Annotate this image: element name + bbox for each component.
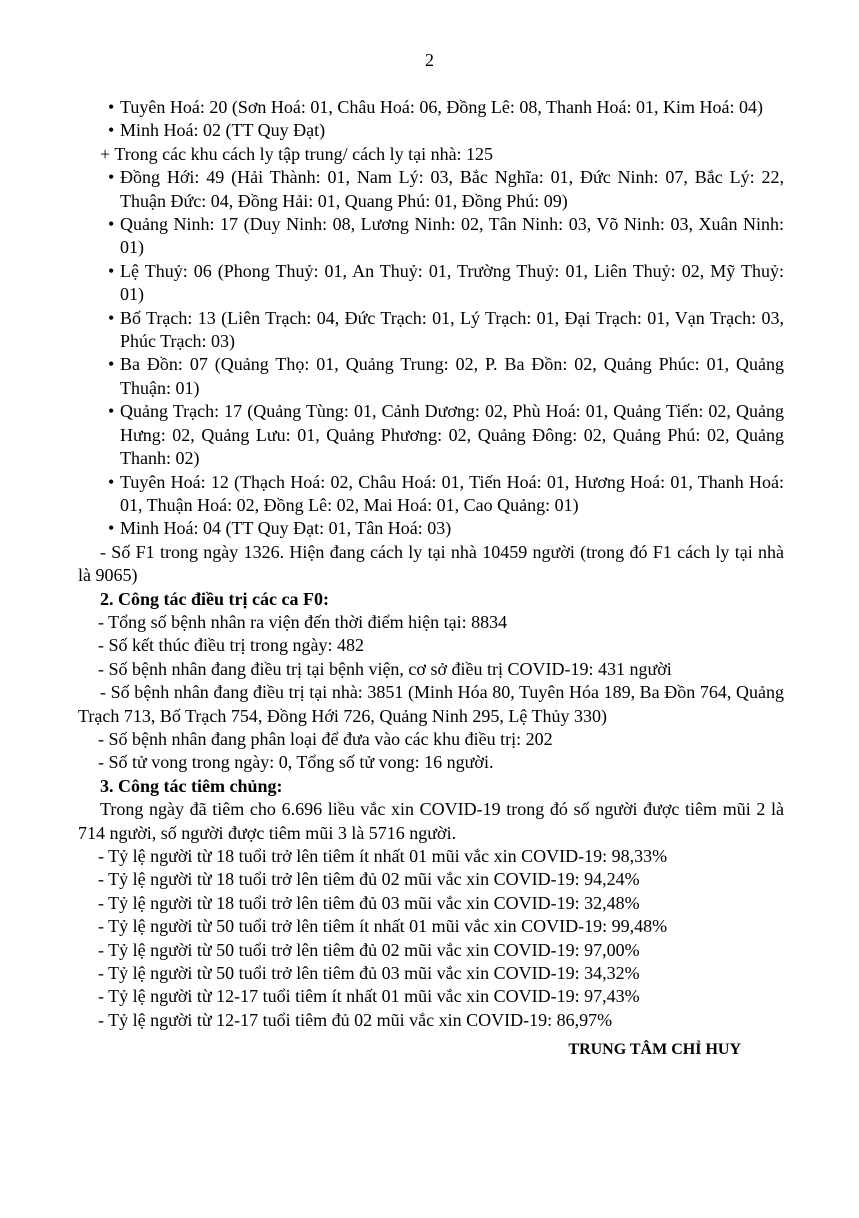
list-item: • Quảng Ninh: 17 (Duy Ninh: 08, Lương Ninh: 02, Tân Ninh: 03, Võ Ninh: 03, Xuân Ninh: 01): [78, 213, 784, 260]
home-treatment-line: - Số bệnh nhân đang điều trị tại nhà: 3851 (Minh Hóa 80, Tuyên Hóa 189, Ba Đồn 764, Quảng Trạch 713, Bố Trạch 754, Đồng Hới 726, Quảng Ninh 295, Lệ Thủy 330): [78, 682, 784, 726]
list-item: • Đồng Hới: 49 (Hải Thành: 01, Nam Lý: 03, Bắc Nghĩa: 01, Đức Ninh: 07, Bắc Lý: 22, Thuận Đức: 04, Đồng Hải: 01, Quang Phú: 01, Đồng Phú: 09): [78, 166, 784, 213]
vaccination-rate: - Tỷ lệ người từ 18 tuổi trở lên tiêm đủ 03 mũi vắc xin COVID-19: 32,48%: [98, 892, 640, 913]
section-3-heading: 3. Công tác tiêm chủng:: [100, 775, 283, 796]
list-item: • Minh Hoá: 02 (TT Quy Đạt): [78, 119, 784, 142]
list-item: • Tuyên Hoá: 20 (Sơn Hoá: 01, Châu Hoá: 06, Đồng Lê: 08, Thanh Hoá: 01, Kim Hoá: 04): [78, 96, 784, 119]
page-number: 2: [425, 50, 434, 70]
treatment-line: - Số kết thúc điều trị trong ngày: 482: [98, 635, 364, 656]
vaccination-rate: - Tỷ lệ người từ 12-17 tuổi tiêm ít nhất 01 mũi vắc xin COVID-19: 97,43%: [98, 986, 640, 1007]
vaccination-rate: - Tỷ lệ người từ 12-17 tuổi tiêm đủ 02 mũi vắc xin COVID-19: 86,97%: [98, 1009, 613, 1030]
list-item: • Bố Trạch: 13 (Liên Trạch: 04, Đức Trạch: 01, Lý Trạch: 01, Đại Trạch: 01, Vạn Trạch: 03, Phúc Trạch: 03): [78, 307, 784, 354]
treatment-line: - Tổng số bệnh nhân ra viện đến thời điểm hiện tại: 8834: [98, 611, 508, 632]
list-item: • Ba Đồn: 07 (Quảng Thọ: 01, Quảng Trung: 02, P. Ba Đồn: 02, Quảng Phúc: 01, Quảng Thuận: 01): [78, 353, 784, 400]
f1-summary: - Số F1 trong ngày 1326. Hiện đang cách ly tại nhà 10459 người (trong đó F1 cách ly tại nhà là 9065): [78, 541, 784, 586]
list-item: • Tuyên Hoá: 12 (Thạch Hoá: 02, Châu Hoá: 01, Tiến Hoá: 01, Hương Hoá: 01, Thanh Hoá: 01, Thuận Hoá: 02, Đồng Lê: 02, Mai Hoá: 01, Cao Quảng: 01): [78, 471, 784, 518]
vaccination-intro: Trong ngày đã tiêm cho 6.696 liều vắc xin COVID-19 trong đó số người được tiêm mũi 2 là 714 người, số người được tiêm mũi 3 là 5716 người.: [78, 799, 784, 843]
vaccination-rate: - Tỷ lệ người từ 50 tuổi trở lên tiêm đủ 02 mũi vắc xin COVID-19: 97,00%: [98, 939, 640, 960]
district-list-b: [78, 166, 784, 541]
district-list-a: [78, 96, 784, 143]
signature: TRUNG TÂM CHỈ HUY: [568, 1041, 741, 1059]
document-body: [78, 96, 784, 1062]
vaccination-rate: - Tỷ lệ người từ 50 tuổi trở lên tiêm đủ 03 mũi vắc xin COVID-19: 34,32%: [98, 963, 640, 984]
list-item: • Lệ Thuỷ: 06 (Phong Thuỷ: 01, An Thuỷ: 01, Trường Thuỷ: 01, Liên Thuỷ: 02, Mỹ Thuỷ: 01): [78, 260, 784, 307]
list-item: • Minh Hoá: 04 (TT Quy Đạt: 01, Tân Hoá: 03): [78, 517, 784, 540]
vaccination-rate: - Tỷ lệ người từ 18 tuổi trở lên tiêm đủ 02 mũi vắc xin COVID-19: 94,24%: [98, 869, 640, 890]
treatment-line: - Số bệnh nhân đang điều trị tại bệnh viện, cơ sở điều trị COVID-19: 431 người: [98, 658, 672, 679]
vaccination-rate: - Tỷ lệ người từ 50 tuổi trở lên tiêm ít nhất 01 mũi vắc xin COVID-19: 99,48%: [98, 916, 668, 937]
section-2-heading: 2. Công tác điều trị các ca F0:: [100, 588, 329, 609]
quarantine-heading: + Trong các khu cách ly tập trung/ cách ly tại nhà: 125: [100, 143, 494, 164]
treatment-line: - Số tử vong trong ngày: 0, Tổng số tử vong: 16 người.: [98, 752, 494, 773]
vaccination-rate: - Tỷ lệ người từ 18 tuổi trở lên tiêm ít nhất 01 mũi vắc xin COVID-19: 98,33%: [98, 846, 668, 866]
treatment-line: - Số bệnh nhân đang phân loại để đưa vào các khu điều trị: 202: [98, 728, 553, 749]
list-item: • Quảng Trạch: 17 (Quảng Tùng: 01, Cảnh Dương: 02, Phù Hoá: 01, Quảng Tiến: 02, Quảng Hưng: 02, Quảng Lưu: 01, Quảng Phương: 02, Quảng Đông: 02, Quảng Phú: 02, Quảng Thanh: 02): [78, 400, 784, 470]
